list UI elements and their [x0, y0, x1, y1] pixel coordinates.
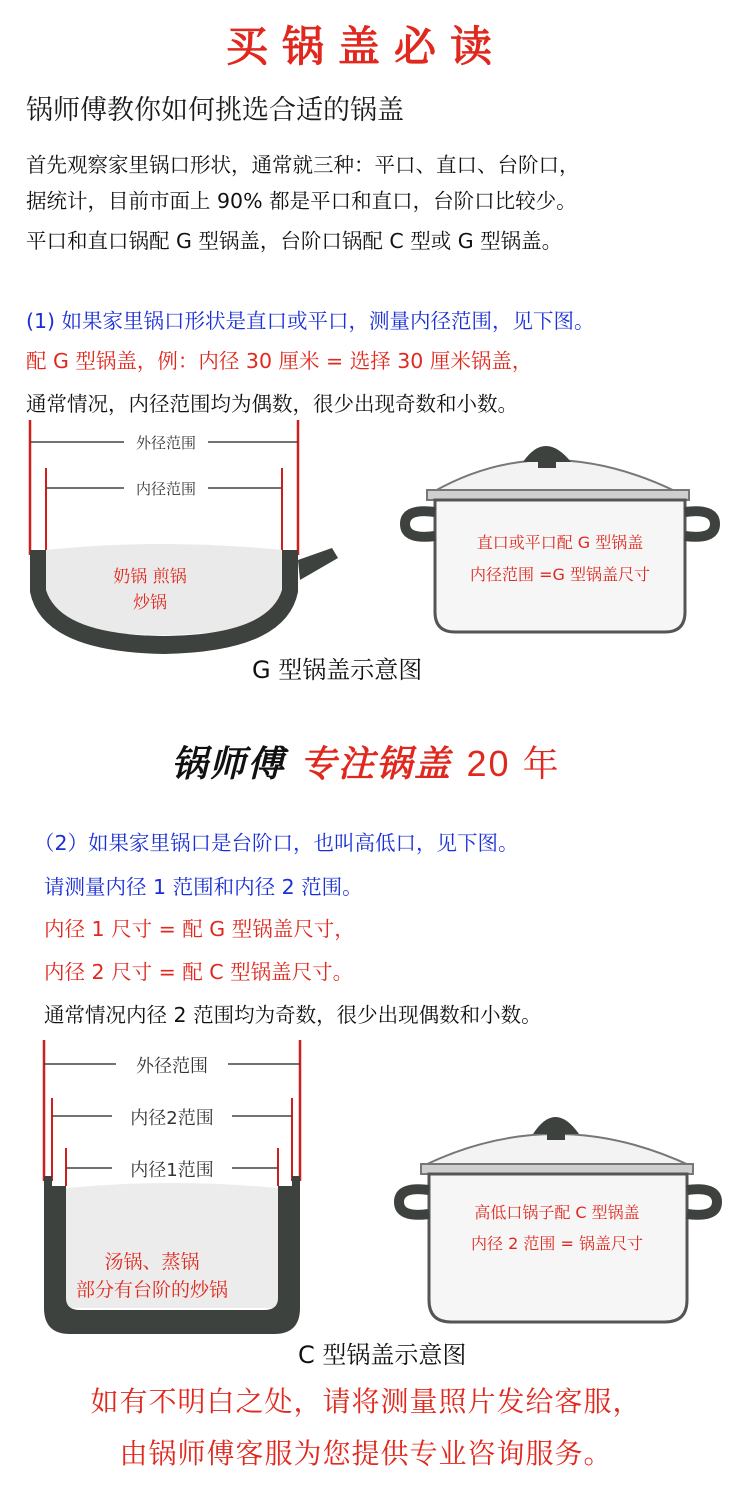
section1-line-1: (1) 如果家里锅口形状是直口或平口，测量内径范围，见下图。 — [26, 309, 595, 333]
intro-line-1: 首先观察家里锅口形状，通常就三种：平口、直口、台阶口， — [26, 153, 580, 177]
section2-line-1: （2）如果家里锅口是台阶口，也叫高低口，见下图。 — [34, 831, 519, 855]
slogan-years: 20 年 — [466, 743, 561, 784]
intro-line-2: 据统计，目前市面上 90% 都是平口和直口，台阶口比较少。 — [26, 189, 577, 213]
c-pot-types-2: 部分有台阶的炒锅 — [75, 1279, 229, 1301]
page-subtitle: 锅师傅教你如何挑选合适的锅盖 — [26, 95, 404, 126]
c-pot-types-1: 汤锅、蒸锅 — [104, 1251, 200, 1273]
g-pot-types-2: 炒锅 — [133, 593, 167, 613]
g-pot-cross-section — [0, 420, 360, 650]
inner-diameter-label: 内径范围 — [135, 480, 197, 498]
c-inner2-label: 内径2范围 — [130, 1108, 214, 1129]
section2-line-3: 内径 1 尺寸 = 配 G 型锅盖尺寸， — [44, 917, 355, 941]
g-pot-text-2: 内径范围 =G 型锅盖尺寸 — [470, 565, 650, 584]
g-pot-text-1: 直口或平口配 G 型锅盖 — [476, 533, 644, 552]
g-pot-illustration — [395, 432, 725, 647]
page-title: 买锅盖必读 — [225, 22, 506, 71]
section1-line-2: 配 G 型锅盖，例：内径 30 厘米 = 选择 30 厘米锅盖， — [26, 349, 533, 373]
intro-line-3: 平口和直口锅配 G 型锅盖，台阶口锅配 C 型或 G 型锅盖。 — [26, 229, 563, 253]
footer-line-2: 由锅师傅客服为您提供专业咨询服务。 — [119, 1437, 613, 1470]
section2-line-5: 通常情况内径 2 范围均为奇数，很少出现偶数和小数。 — [44, 1003, 542, 1027]
c-pot-illustration — [395, 1100, 725, 1330]
section2-line-4: 内径 2 尺寸 = 配 C 型锅盖尺寸。 — [44, 960, 354, 984]
slogan-focus: 专注锅盖 — [299, 743, 452, 785]
section1-line-3: 通常情况，内径范围均为偶数，很少出现奇数和小数。 — [26, 392, 518, 416]
outer-diameter-label: 外径范围 — [135, 434, 197, 452]
brand-slogan — [0, 736, 732, 787]
c-diagram-caption: C 型锅盖示意图 — [298, 1341, 467, 1369]
slogan-brand: 锅师傅 — [171, 743, 286, 785]
c-outer-diameter-label: 外径范围 — [136, 1056, 208, 1077]
g-diagram-caption: G 型锅盖示意图 — [252, 656, 423, 684]
c-pot-text-2: 内径 2 范围 = 锅盖尺寸 — [471, 1234, 643, 1253]
footer-line-1: 如有不明白之处，请将测量照片发给客服， — [90, 1385, 642, 1418]
g-pot-types-1: 奶锅 煎锅 — [113, 567, 187, 587]
c-inner1-label: 内径1范围 — [130, 1160, 214, 1181]
c-pot-text-1: 高低口锅子配 C 型锅盖 — [474, 1203, 640, 1222]
section2-line-2: 请测量内径 1 范围和内径 2 范围。 — [44, 875, 363, 899]
c-pot-cross-section — [0, 1036, 320, 1336]
